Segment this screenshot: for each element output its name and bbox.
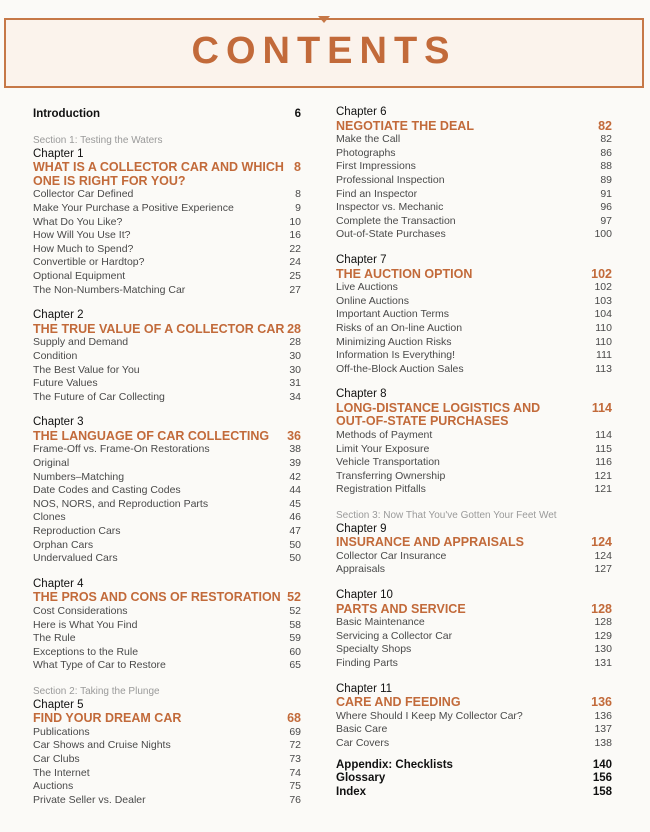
entry-label: WHAT IS A COLLECTOR CAR AND WHICH bbox=[33, 160, 284, 175]
page-number: 124 bbox=[591, 535, 612, 550]
toc-entry[interactable] bbox=[336, 363, 612, 377]
toc-entry[interactable] bbox=[33, 619, 301, 633]
entry-label: Appendix: Checklists bbox=[336, 758, 453, 771]
toc-entry[interactable] bbox=[336, 616, 612, 630]
page-number: 110 bbox=[595, 335, 612, 348]
page-number: 104 bbox=[594, 308, 612, 321]
toc-entry[interactable] bbox=[336, 737, 612, 751]
entry-label: Convertible or Hardtop? bbox=[33, 256, 145, 269]
page-number: 27 bbox=[289, 283, 301, 296]
page-number: 136 bbox=[591, 695, 612, 710]
page-number: 47 bbox=[289, 525, 301, 538]
page-number: 114 bbox=[595, 429, 612, 442]
page-number: 100 bbox=[594, 228, 612, 241]
entry-label: Chapter 6 bbox=[336, 106, 387, 118]
entry-label: Car Clubs bbox=[33, 752, 80, 765]
page-number: 50 bbox=[289, 538, 301, 551]
toc-entry[interactable] bbox=[33, 229, 301, 243]
section-heading bbox=[33, 134, 301, 148]
page-number: 97 bbox=[600, 214, 612, 227]
entry-label: NOS, NORS, and Reproduction Parts bbox=[33, 497, 209, 510]
chapter-title[interactable] bbox=[336, 402, 612, 416]
entry-label: Transferring Ownership bbox=[336, 469, 446, 482]
page-number: 36 bbox=[287, 428, 301, 443]
toc-entry[interactable] bbox=[33, 284, 301, 298]
spacer bbox=[336, 497, 612, 509]
toc-entry[interactable] bbox=[33, 443, 301, 457]
toc-entry[interactable] bbox=[336, 630, 612, 644]
page-number: 86 bbox=[600, 146, 612, 159]
page-number: 44 bbox=[289, 484, 301, 497]
page-number: 102 bbox=[594, 281, 612, 294]
entry-label: Auctions bbox=[33, 780, 74, 793]
toc-entry[interactable] bbox=[33, 739, 301, 753]
toc-entry[interactable] bbox=[33, 484, 301, 498]
toc-entry[interactable] bbox=[33, 539, 301, 553]
page-number: 113 bbox=[595, 362, 612, 375]
entry-label: Appraisals bbox=[336, 563, 386, 576]
entry-label: Live Auctions bbox=[336, 281, 398, 294]
toc-entry[interactable] bbox=[33, 511, 301, 525]
toc-backmatter-entry[interactable] bbox=[336, 759, 612, 773]
chapter-number bbox=[33, 148, 301, 162]
page-number: 65 bbox=[289, 659, 301, 672]
entry-label: The Internet bbox=[33, 766, 90, 779]
toc-entry[interactable] bbox=[33, 659, 301, 673]
toc-entry[interactable] bbox=[336, 456, 612, 470]
entry-label: Chapter 1 bbox=[33, 147, 84, 160]
entry-label: Frame-Off vs. Frame-On Restorations bbox=[33, 443, 210, 456]
entry-label: Condition bbox=[33, 349, 78, 362]
entry-label: Chapter 2 bbox=[33, 309, 84, 322]
entry-label: Car Covers bbox=[336, 736, 390, 749]
page-number: 115 bbox=[595, 442, 612, 455]
toc-entry[interactable] bbox=[336, 147, 612, 161]
page-number: 22 bbox=[289, 242, 301, 255]
toc-entry[interactable] bbox=[33, 780, 301, 794]
entry-label: Clones bbox=[33, 511, 66, 524]
page-number: 82 bbox=[598, 118, 612, 133]
toc-entry[interactable] bbox=[336, 443, 612, 457]
page-number: 59 bbox=[289, 632, 301, 645]
spacer bbox=[336, 671, 612, 683]
page-number: 31 bbox=[289, 377, 301, 390]
toc-entry[interactable] bbox=[336, 281, 612, 295]
entry-label: Original bbox=[33, 457, 70, 470]
spacer bbox=[336, 577, 612, 589]
toc-left-column bbox=[33, 106, 301, 807]
page-number: 28 bbox=[289, 336, 301, 349]
chapter-title[interactable] bbox=[336, 120, 612, 134]
page-number: 68 bbox=[287, 711, 301, 726]
page-number: 39 bbox=[289, 457, 301, 470]
page-number: 6 bbox=[294, 108, 301, 120]
entry-label: Information Is Everything! bbox=[336, 349, 456, 362]
entry-label: Numbers–Matching bbox=[33, 470, 125, 483]
page-number: 8 bbox=[295, 188, 301, 201]
page-number: 138 bbox=[594, 736, 612, 749]
toc-entry[interactable] bbox=[336, 470, 612, 484]
page-number: 158 bbox=[592, 785, 612, 798]
page-number: 82 bbox=[600, 133, 612, 146]
entry-label: Make Your Purchase a Positive Experience bbox=[33, 201, 234, 214]
entry-label: PARTS AND SERVICE bbox=[336, 601, 466, 616]
page-number: 50 bbox=[289, 552, 301, 565]
toc-entry[interactable] bbox=[33, 525, 301, 539]
entry-label: Date Codes and Casting Codes bbox=[33, 484, 181, 497]
entry-label: Section 1: Testing the Waters bbox=[33, 135, 163, 146]
toc-entry[interactable] bbox=[336, 657, 612, 671]
entry-label: Future Values bbox=[33, 377, 98, 390]
page-number: 9 bbox=[295, 201, 301, 214]
page-number: 72 bbox=[289, 739, 301, 752]
toc-entry[interactable] bbox=[33, 270, 301, 284]
entry-label: Collector Car Defined bbox=[33, 188, 134, 201]
toc-entry[interactable] bbox=[33, 646, 301, 660]
page-number: 91 bbox=[600, 187, 612, 200]
toc-entry[interactable] bbox=[33, 753, 301, 767]
entry-label: Chapter 8 bbox=[336, 388, 387, 401]
spacer bbox=[336, 242, 612, 254]
entry-label: THE AUCTION OPTION bbox=[336, 266, 473, 281]
page-number: 103 bbox=[594, 294, 612, 307]
toc-right-column bbox=[336, 106, 612, 799]
entry-label: Inspector vs. Mechanic bbox=[336, 201, 444, 214]
chapter-title[interactable] bbox=[33, 430, 301, 444]
entry-label: Index bbox=[336, 785, 367, 798]
entry-label: Here is What You Find bbox=[33, 618, 138, 631]
contents-header-box bbox=[4, 18, 644, 88]
page-number: 136 bbox=[594, 709, 612, 722]
page-number: 58 bbox=[289, 618, 301, 631]
entry-label: Cost Considerations bbox=[33, 605, 128, 617]
page-number: 127 bbox=[594, 563, 612, 576]
chapter-title[interactable] bbox=[336, 415, 612, 429]
entry-label: Chapter 5 bbox=[33, 698, 84, 711]
chapter-title[interactable] bbox=[33, 323, 301, 337]
toc-intro-entry[interactable] bbox=[33, 106, 301, 122]
page-number: 60 bbox=[289, 645, 301, 658]
chapter-title[interactable] bbox=[33, 175, 301, 189]
entry-label: NEGOTIATE THE DEAL bbox=[336, 118, 474, 133]
page-number: 74 bbox=[289, 766, 301, 779]
chapter-number bbox=[33, 309, 301, 323]
page-number: 28 bbox=[287, 321, 301, 336]
page-number: 124 bbox=[594, 549, 612, 562]
toc-entry[interactable] bbox=[33, 632, 301, 646]
chapter-title[interactable] bbox=[336, 536, 612, 550]
page-number: 76 bbox=[289, 793, 301, 806]
spacer bbox=[33, 404, 301, 416]
page-number: 114 bbox=[591, 400, 612, 415]
entry-label: Methods of Payment bbox=[336, 429, 433, 442]
toc-entry[interactable] bbox=[336, 201, 612, 215]
page-number: 46 bbox=[289, 511, 301, 524]
entry-label: Section 2: Taking the Plunge bbox=[33, 685, 160, 697]
chapter-number bbox=[336, 106, 612, 120]
page-number: 30 bbox=[289, 349, 301, 362]
entry-label: Introduction bbox=[33, 108, 101, 120]
toc-entry[interactable] bbox=[336, 483, 612, 497]
chapter-title[interactable] bbox=[33, 161, 301, 175]
entry-label: Orphan Cars bbox=[33, 538, 94, 551]
page-number: 10 bbox=[289, 215, 301, 228]
entry-label: How Much to Spend? bbox=[33, 242, 134, 255]
entry-label: INSURANCE AND APPRAISALS bbox=[336, 535, 524, 550]
entry-label: Basic Maintenance bbox=[336, 616, 425, 629]
entry-label: Chapter 9 bbox=[336, 522, 387, 535]
toc-entry[interactable] bbox=[33, 794, 301, 808]
entry-label: CARE AND FEEDING bbox=[336, 695, 461, 710]
entry-label: Complete the Transaction bbox=[336, 214, 456, 227]
entry-label: Collector Car Insurance bbox=[336, 549, 447, 562]
page-number: 88 bbox=[600, 160, 612, 173]
page-number: 52 bbox=[289, 605, 301, 617]
toc-entry[interactable] bbox=[33, 552, 301, 566]
toc-entry[interactable] bbox=[33, 364, 301, 378]
spacer bbox=[33, 566, 301, 578]
entry-label: Private Seller vs. Dealer bbox=[33, 793, 146, 806]
entry-label: Minimizing Auction Risks bbox=[336, 335, 452, 348]
entry-label: Chapter 7 bbox=[336, 253, 387, 266]
entry-label: Optional Equipment bbox=[33, 269, 126, 282]
entry-label: Professional Inspection bbox=[336, 173, 445, 186]
toc-entry[interactable] bbox=[33, 605, 301, 619]
toc-entry[interactable] bbox=[336, 336, 612, 350]
entry-label: Chapter 4 bbox=[33, 577, 84, 590]
entry-label: THE LANGUAGE OF CAR COLLECTING bbox=[33, 428, 270, 443]
entry-label: Exceptions to the Rule bbox=[33, 645, 139, 658]
spacer bbox=[336, 751, 612, 759]
toc-entry[interactable] bbox=[33, 498, 301, 512]
toc-entry[interactable] bbox=[336, 308, 612, 322]
page-number: 130 bbox=[594, 643, 612, 656]
page-number: 34 bbox=[289, 390, 301, 403]
entry-label: Publications bbox=[33, 725, 90, 738]
page-number: 30 bbox=[289, 363, 301, 376]
chapter-number bbox=[33, 578, 301, 592]
entry-label: How Will You Use It? bbox=[33, 229, 131, 242]
chapter-title[interactable] bbox=[336, 696, 612, 710]
spacer bbox=[33, 673, 301, 685]
entry-label: What Type of Car to Restore bbox=[33, 659, 166, 672]
page-number: 75 bbox=[289, 780, 301, 793]
toc-entry[interactable] bbox=[336, 550, 612, 564]
entry-label: The Best Value for You bbox=[33, 363, 140, 376]
chapter-number bbox=[336, 683, 612, 697]
section-heading bbox=[33, 685, 301, 699]
toc-entry[interactable] bbox=[33, 350, 301, 364]
chapter-number bbox=[336, 388, 612, 402]
chapter-number bbox=[33, 699, 301, 713]
page-number: 8 bbox=[294, 160, 301, 175]
entry-label: Off-the-Block Auction Sales bbox=[336, 362, 464, 375]
entry-label: Basic Care bbox=[336, 723, 388, 736]
page-number: 156 bbox=[592, 772, 612, 785]
toc-entry[interactable] bbox=[336, 188, 612, 202]
spacer bbox=[33, 297, 301, 309]
entry-label: Limit Your Exposure bbox=[336, 442, 430, 455]
page-number: 116 bbox=[595, 456, 612, 469]
entry-label: The Non-Numbers-Matching Car bbox=[33, 283, 186, 296]
toc-entry[interactable] bbox=[336, 174, 612, 188]
page-number: 121 bbox=[594, 469, 612, 482]
page-number: 38 bbox=[289, 443, 301, 456]
spacer bbox=[33, 122, 301, 134]
entry-label: Registration Pitfalls bbox=[336, 483, 426, 496]
entry-label: The Future of Car Collecting bbox=[33, 390, 165, 403]
entry-label: Reproduction Cars bbox=[33, 525, 121, 538]
entry-label: Specialty Shops bbox=[336, 643, 412, 656]
toc-entry[interactable] bbox=[336, 710, 612, 724]
toc-entry[interactable] bbox=[336, 160, 612, 174]
toc-entry[interactable] bbox=[33, 336, 301, 350]
entry-label: Vehicle Transportation bbox=[336, 456, 440, 469]
entry-label: Important Auction Terms bbox=[336, 308, 450, 321]
toc-entry[interactable] bbox=[336, 429, 612, 443]
chapter-title[interactable] bbox=[33, 712, 301, 726]
page-number: 131 bbox=[594, 656, 612, 669]
toc-entry[interactable] bbox=[336, 349, 612, 363]
entry-label: Make the Call bbox=[336, 133, 401, 146]
entry-label: Chapter 3 bbox=[33, 416, 84, 429]
toc-entry[interactable] bbox=[336, 215, 612, 229]
page-number: 96 bbox=[600, 201, 612, 214]
entry-label: Finding Parts bbox=[336, 656, 398, 669]
page-number: 110 bbox=[595, 321, 612, 334]
toc-entry[interactable] bbox=[33, 188, 301, 202]
section-heading bbox=[336, 509, 612, 523]
page-number: 52 bbox=[287, 590, 301, 605]
page-number: 137 bbox=[594, 723, 612, 736]
page-title: CONTENTS bbox=[191, 30, 457, 72]
toc-entry[interactable] bbox=[336, 563, 612, 577]
page-number: 73 bbox=[289, 752, 301, 765]
header-notch-icon bbox=[318, 16, 330, 23]
entry-label: OUT-OF-STATE PURCHASES bbox=[336, 414, 509, 429]
entry-label: Online Auctions bbox=[336, 294, 409, 307]
chapter-title[interactable] bbox=[33, 591, 301, 605]
entry-label: LONG-DISTANCE LOGISTICS AND bbox=[336, 400, 541, 415]
entry-label: Undervalued Cars bbox=[33, 552, 118, 565]
toc-entry[interactable] bbox=[33, 726, 301, 740]
chapter-number bbox=[336, 523, 612, 537]
toc-entry[interactable] bbox=[33, 391, 301, 405]
page-number: 140 bbox=[592, 758, 612, 771]
entry-label: Out-of-State Purchases bbox=[336, 228, 446, 241]
page-number: 111 bbox=[596, 349, 612, 362]
entry-label: Section 3: Now That You've Gotten Your Feet Wet bbox=[336, 510, 557, 522]
toc-entry[interactable] bbox=[336, 228, 612, 242]
page-number: 121 bbox=[594, 483, 612, 496]
entry-label: Servicing a Collector Car bbox=[336, 629, 453, 642]
entry-label: THE PROS AND CONS OF RESTORATION bbox=[33, 590, 281, 605]
toc-entry[interactable] bbox=[33, 256, 301, 270]
toc-entry[interactable] bbox=[336, 723, 612, 737]
chapter-number bbox=[336, 254, 612, 268]
toc-entry[interactable] bbox=[33, 243, 301, 257]
page-number: 128 bbox=[591, 601, 612, 616]
entry-label: ONE IS RIGHT FOR YOU? bbox=[33, 173, 186, 188]
toc-entry[interactable] bbox=[33, 767, 301, 781]
page-number: 129 bbox=[594, 629, 612, 642]
page-number: 102 bbox=[591, 266, 612, 281]
entry-label: FIND YOUR DREAM CAR bbox=[33, 711, 182, 726]
entry-label: Car Shows and Cruise Nights bbox=[33, 739, 171, 752]
entry-label: Chapter 10 bbox=[336, 589, 393, 601]
page-number: 16 bbox=[289, 229, 301, 242]
chapter-title[interactable] bbox=[336, 268, 612, 282]
entry-label: The Rule bbox=[33, 632, 76, 645]
entry-label: Find an Inspector bbox=[336, 187, 418, 200]
entry-label: What Do You Like? bbox=[33, 215, 123, 228]
toc-entry[interactable] bbox=[33, 202, 301, 216]
toc-entry[interactable] bbox=[336, 133, 612, 147]
toc-entry[interactable] bbox=[33, 377, 301, 391]
page-number: 45 bbox=[289, 497, 301, 510]
entry-label: Supply and Demand bbox=[33, 336, 129, 349]
entry-label: Photographs bbox=[336, 146, 396, 159]
entry-label: THE TRUE VALUE OF A COLLECTOR CAR bbox=[33, 321, 285, 336]
entry-label: First Impressions bbox=[336, 160, 416, 173]
chapter-title[interactable] bbox=[336, 603, 612, 617]
toc-entry[interactable] bbox=[33, 471, 301, 485]
chapter-number bbox=[336, 589, 612, 603]
toc-backmatter-entry[interactable] bbox=[336, 786, 612, 800]
page-number: 128 bbox=[594, 616, 612, 629]
spacer bbox=[336, 376, 612, 388]
entry-label: Where Should I Keep My Collector Car? bbox=[336, 709, 523, 722]
toc-entry[interactable] bbox=[336, 643, 612, 657]
toc-backmatter-entry[interactable] bbox=[336, 772, 612, 786]
page-number: 42 bbox=[289, 470, 301, 483]
toc-entry[interactable] bbox=[336, 295, 612, 309]
toc-entry[interactable] bbox=[33, 457, 301, 471]
entry-label: Chapter 11 bbox=[336, 682, 393, 695]
page-number: 25 bbox=[289, 269, 301, 282]
entry-label: Glossary bbox=[336, 772, 386, 785]
page-number: 69 bbox=[289, 725, 301, 738]
chapter-number bbox=[33, 416, 301, 430]
toc-entry[interactable] bbox=[336, 322, 612, 336]
page-number: 24 bbox=[289, 256, 301, 269]
page-number: 89 bbox=[600, 173, 612, 186]
entry-label: Risks of an On-line Auction bbox=[336, 321, 463, 334]
toc-entry[interactable] bbox=[33, 216, 301, 230]
